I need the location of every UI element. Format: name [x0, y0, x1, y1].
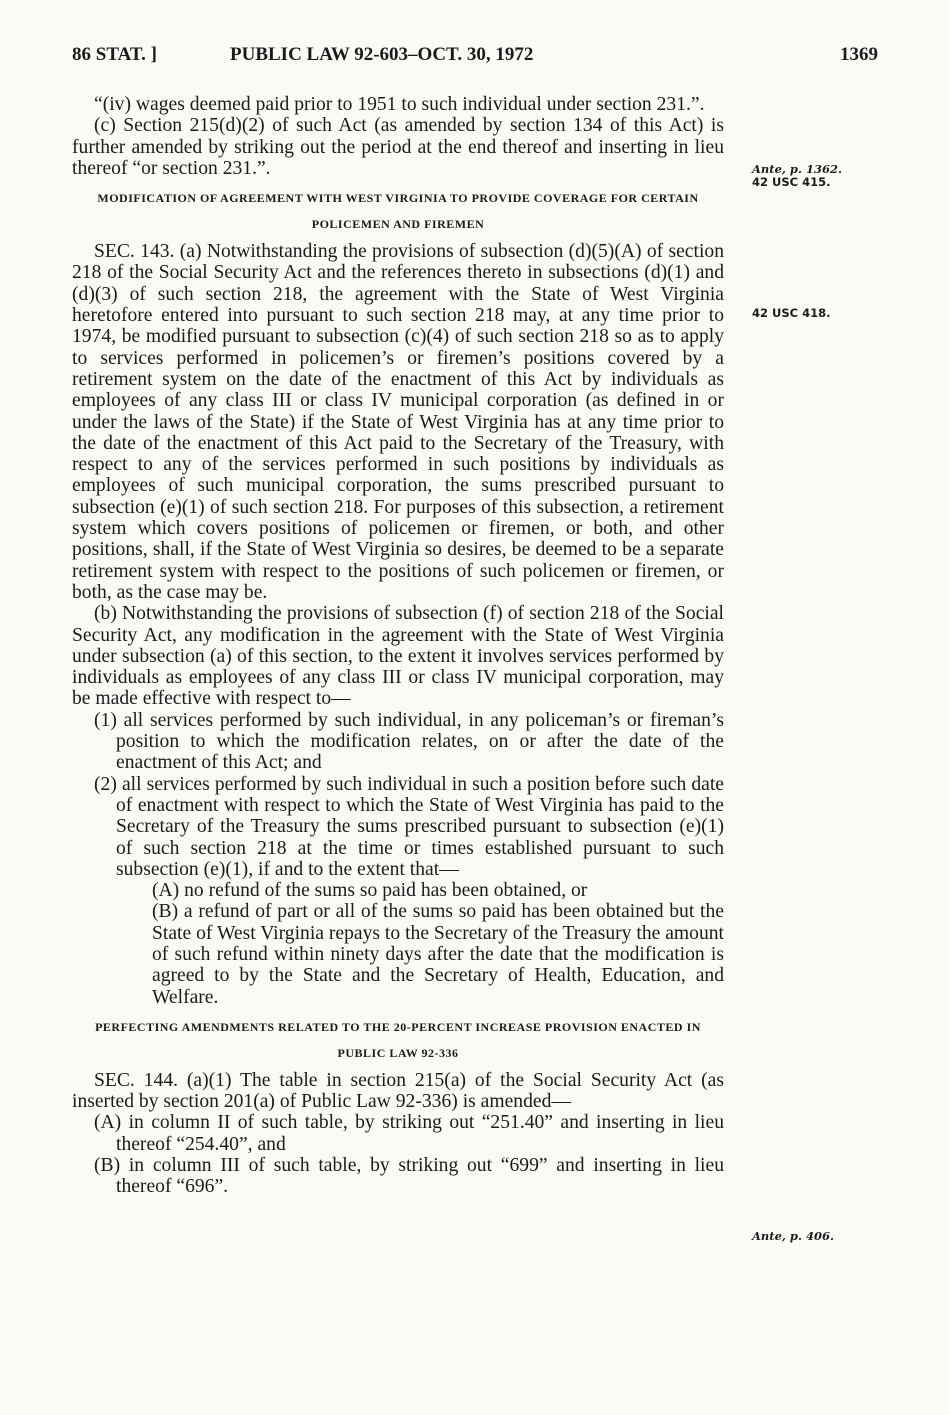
paragraph-column-II: (A) in column II of such table, by striking out “251.40” and inserting in lieu thereof “254.40”, and	[94, 1112, 724, 1155]
margin-note-1	[752, 163, 842, 189]
main-text-column	[72, 94, 724, 1198]
paragraph-sec-144-a: SEC. 144. (a)(1) The table in section 215(a) of the Social Security Act (as inserted by section 201(a) of Public Law 92-336) is amended—	[72, 1069, 724, 1113]
paragraph-wages-deemed: “(iv) wages deemed paid prior to 1951 to such individual under section 231.”.	[94, 94, 705, 115]
margin-note-2	[752, 307, 830, 320]
paragraph-sec-143-b: (b) Notwithstanding the provisions of subsection (f) of section 218 of the Social Security Act, any modification in the agreement with the State of West Virginia under subsection (a) of this section, to the extent it involves services performed by individuals as employees of any class III or class IV municipal corporation, may be made effective with respect to—	[72, 603, 724, 710]
paragraph-item-A: (A) no refund of the sums so paid has been obtained, or	[152, 880, 588, 902]
margin-note-ante-1362: Ante, p. 1362.	[752, 162, 842, 176]
paragraph-column-III: (B) in column III of such table, by striking out “699” and inserting in lieu thereof “696”.	[94, 1155, 724, 1198]
paragraph-sec-143-a: SEC. 143. (a) Notwithstanding the provisions of subsection (d)(5)(A) of section 218 of the Social Security Act and the references thereto in subsections (d)(1) and (d)(3) of such section 218, the agreement with the State of West Virginia heretofore entered into pursuant to such section 218 may, at any time prior to 1974, be modified pursuant to subsection (c)(4) of such section 218 so as to apply to services performed in policemen’s or firemen’s positions covered by a retirement system on the date of the enactment of this Act by individuals as employees of any class III or class IV municipal corporation (as defined in or under the laws of the State) if the State of West Virginia has at any time prior to the date of the enactment of this Act paid to the Secretary of the Treasury, with respect to any of the services performed in such positions by individuals as employees of such municipal corporation, the sums prescribed pursuant to subsection (e)(1) of such section 218. For purposes of this subsection, a retirement system which covers positions of policemen or firemen, or both, and other positions, shall, if the State of West Virginia so desires, be deemed to be a separate retirement system with respect to the positions of such policemen or firemen, or both, as the case may be.	[72, 241, 724, 603]
margin-note-42-usc-415: 42 USC 415.	[752, 175, 831, 189]
section-heading-perfecting-amendments: PERFECTING AMENDMENTS RELATED TO THE 20-PERCENT INCREASE PROVISION ENACTED IN PUBLIC LAW 92-336	[95, 1019, 701, 1060]
page-number: 1369	[840, 44, 878, 65]
stat-reference: 86 STAT. ]	[72, 44, 157, 65]
paragraph-item-2: (2) all services performed by such individual in such a position before such date of enactment with respect to which the State of West Virginia has paid to the Secretary of the Treasury the sums prescribed pursuant to subsection (e)(1) of such section 218 at the time or times established pursuant to such subsection (e)(1), if and to the extent that—	[94, 773, 724, 880]
section-heading-west-virginia: MODIFICATION OF AGREEMENT WITH WEST VIRGINIA TO PROVIDE COVERAGE FOR CERTAIN POLICEMEN AND FIREMEN	[97, 191, 699, 232]
page-header	[72, 44, 878, 74]
margin-note-3	[752, 1230, 834, 1243]
paragraph-subsection-c: (c) Section 215(d)(2) of such Act (as amended by section 134 of this Act) is further amended by striking out the period at the end thereof and inserting in lieu thereof “or section 231.”.	[72, 115, 724, 179]
margin-note-ante-406: Ante, p. 406.	[752, 1229, 834, 1243]
margin-note-42-usc-418: 42 USC 418.	[752, 306, 831, 320]
page-title: PUBLIC LAW 92-603–OCT. 30, 1972	[230, 44, 534, 65]
paragraph-item-B: (B) a refund of part or all of the sums so paid has been obtained but the State of West Virginia repays to the Secretary of the Treasury the amount of such refund within ninety days after the date that the modification is agreed to by the State and the Secretary of Health, Education, and Welfare.	[152, 901, 724, 1008]
paragraph-item-1: (1) all services performed by such individual, in any policeman’s or fireman’s position to which the modification relates, on or after the date of the enactment of this Act; and	[94, 709, 724, 774]
